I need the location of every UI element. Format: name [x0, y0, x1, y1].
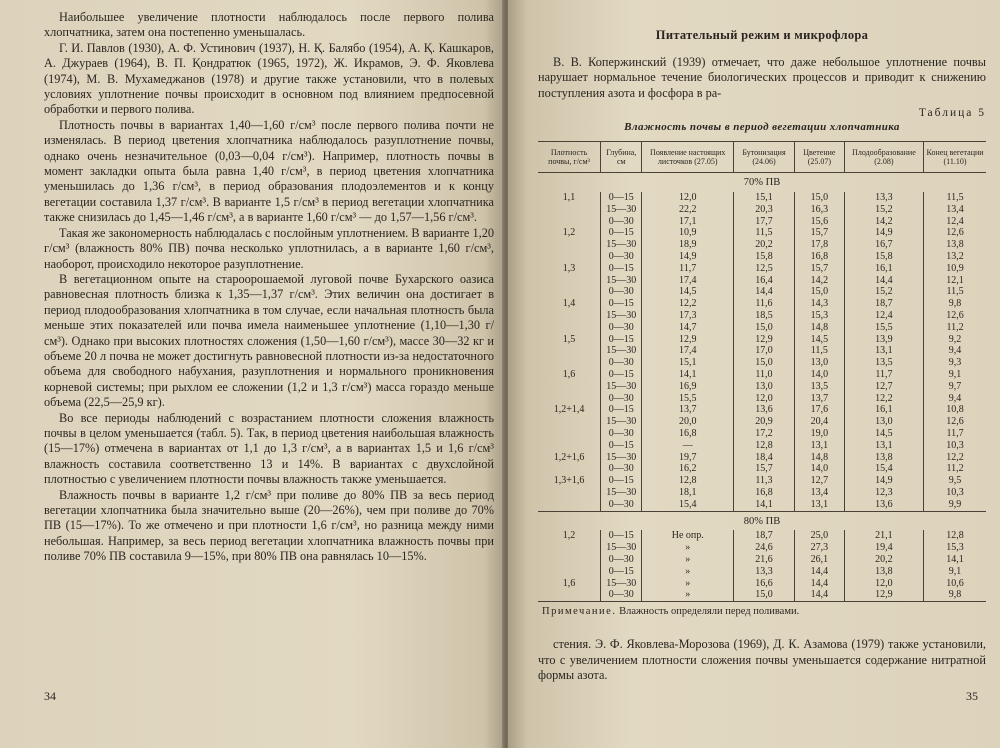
table-cell: 0—15: [601, 192, 642, 204]
table-cell: 15,0: [734, 322, 795, 334]
table-cell: 15—30: [601, 239, 642, 251]
table-cell: 13,8: [844, 566, 923, 578]
table-row: [538, 416, 986, 428]
table-cell: [538, 239, 601, 251]
table-cell: 11,6: [734, 298, 795, 310]
table-cell: 13,4: [794, 487, 844, 499]
table-cell: 14,3: [794, 298, 844, 310]
table-cell: 0—30: [601, 589, 642, 601]
table-cell: [538, 204, 601, 216]
table-cell: 15—30: [601, 416, 642, 428]
table-cell: 18,7: [734, 530, 795, 542]
table-cell: 9,1: [924, 566, 986, 578]
table-cell: 15—30: [601, 275, 642, 287]
table-title: Влажность почвы в период вегетации хлопчатника: [624, 121, 900, 134]
left-paragraph: Влажность почвы в варианте 1,2 г/см³ при поливе до 80% ПВ за весь период вегетации хлопчатника была значительно выше (20—26%), чем при поливе до 70% ПВ (15—17%). То же отмечено и при плотности 1,6 г/см³, но разница между ними небольшая. Например, за весь период вегетации хлопчатника влажность почвы при поливе 70% ПВ составила 9—15%, при 80% ПВ она равнялась 10—15%.: [44, 487, 494, 564]
table-cell: 16,1: [844, 404, 923, 416]
table-cell: 15,8: [844, 251, 923, 263]
table-cell: 17,0: [734, 345, 795, 357]
table-header-cell: Цветение (25.07): [794, 142, 844, 173]
table-cell: 0—30: [601, 251, 642, 263]
table-cell: 15,2: [844, 204, 923, 216]
table-cell: »: [642, 578, 734, 590]
table-cell: 0—15: [601, 530, 642, 542]
table-cell: 10,9: [642, 227, 734, 239]
intro-paragraph: В. В. Копержинский (1939) отмечает, что даже небольшое уплотнение почвы нарушает нормальное течение биологических процессов и приводит к снижению поступления азота и фосфора в ра-: [538, 55, 986, 100]
table-row: [538, 404, 986, 416]
table-cell: 15,5: [844, 322, 923, 334]
table-cell: 18,1: [642, 487, 734, 499]
table-row: [538, 251, 986, 263]
table-cell: 15,3: [794, 310, 844, 322]
table-cell: 17,4: [642, 275, 734, 287]
table-cell: 16,8: [642, 428, 734, 440]
table-cell: 15—30: [601, 310, 642, 322]
table-cell: 14,5: [844, 428, 923, 440]
table-cell: 14,5: [642, 286, 734, 298]
table-cell: 14,4: [794, 566, 844, 578]
table-cell: [538, 542, 601, 554]
table-cell: 21,6: [734, 554, 795, 566]
table-cell: 15—30: [601, 578, 642, 590]
table-cell: 15,0: [794, 192, 844, 204]
outro-paragraph: стения. Э. Ф. Яковлева-Морозова (1969), Д. К. Азамова (1979) также установили, что с увеличением плотности сложения почвы уменьшается содержание нитратной формы азота.: [538, 637, 986, 682]
table-cell: 15,3: [924, 542, 986, 554]
table-cell: 0—15: [601, 369, 642, 381]
table-cell: 15,5: [642, 393, 734, 405]
table-cell: 20,3: [734, 204, 795, 216]
table-row: [538, 369, 986, 381]
table-cell: 18,7: [844, 298, 923, 310]
table-cell: [538, 499, 601, 511]
table-cell: 14,2: [844, 216, 923, 228]
table-cell: 14,7: [642, 322, 734, 334]
table-row: [538, 393, 986, 405]
table-cell: 19,0: [794, 428, 844, 440]
table-row: [538, 227, 986, 239]
table-cell: —: [642, 440, 734, 452]
table-cell: 12,8: [734, 440, 795, 452]
table-header-cell: Плодообразование (2.08): [844, 142, 923, 173]
table-cell: 16,7: [844, 239, 923, 251]
table-cell: 12,9: [844, 589, 923, 601]
table-cell: 15,0: [794, 286, 844, 298]
table-cell: 15,0: [734, 357, 795, 369]
table-cell: 25,0: [794, 530, 844, 542]
table-row: [538, 554, 986, 566]
table-cell: 14,9: [844, 227, 923, 239]
table-cell: 16,8: [794, 251, 844, 263]
table-cell: 18,5: [734, 310, 795, 322]
table-cell: 1,4: [562, 298, 576, 310]
table-cell: »: [642, 542, 734, 554]
table-row: [538, 345, 986, 357]
table-cell: 20,2: [734, 239, 795, 251]
table-cell: 14,1: [734, 499, 795, 511]
table-cell: 12,7: [794, 475, 844, 487]
table-cell: [538, 322, 601, 334]
table-row: [538, 499, 986, 511]
table-header-cell: Конец вегетации (11.10): [924, 142, 986, 173]
table-cell: 12,4: [924, 216, 986, 228]
table-cell: 16,8: [734, 487, 795, 499]
table-cell: 12,8: [642, 475, 734, 487]
table-cell: 12,1: [924, 275, 986, 287]
table-cell: 0—15: [601, 475, 642, 487]
table-cell: 21,1: [844, 530, 923, 542]
table-cell: 14,9: [844, 475, 923, 487]
table-cell: 13,8: [924, 239, 986, 251]
right-page: [508, 0, 1000, 748]
table-cell: 9,4: [924, 345, 986, 357]
table-cell: 14,5: [794, 334, 844, 346]
table-cell: 10,6: [924, 578, 986, 590]
table-cell: [538, 251, 601, 263]
table-row: [538, 204, 986, 216]
table-cell: 12,2: [924, 452, 986, 464]
table-row: [538, 381, 986, 393]
table-cell: 0—15: [601, 263, 642, 275]
table-cell: [538, 554, 601, 566]
table-cell: 22,2: [642, 204, 734, 216]
table-row: [538, 322, 986, 334]
table-cell: 15—30: [601, 487, 642, 499]
table-cell: 13,0: [794, 357, 844, 369]
table-cell: 0—15: [601, 566, 642, 578]
table-cell: 1,2+1,4: [553, 404, 585, 416]
table-cell: 1,2: [562, 530, 576, 542]
table-cell: 0—15: [601, 298, 642, 310]
table-cell: 1,1: [562, 192, 576, 204]
table-cell: 0—15: [601, 334, 642, 346]
table-row: [538, 334, 986, 346]
table-cell: 20,2: [844, 554, 923, 566]
table-row: [538, 275, 986, 287]
table-cell: 11,5: [794, 345, 844, 357]
table-cell: [538, 357, 601, 369]
table-cell: 12,0: [642, 192, 734, 204]
table-row: [538, 357, 986, 369]
table-row: [538, 263, 986, 275]
table-cell: 17,6: [794, 404, 844, 416]
left-paragraph: В вегетационном опыте на староорошаемой луговой почве Бухарского оазиса равновесная плотность близка к 1,35—1,37 г/см³. Этих величин она достигает в период плодообразования хлопчатника в том случае, если начальная плотность была меньше этих показателей или почва имела наименьшее уплотнение (1,10—1,30 г/см³). Однако при высоких плотностях сложения (1,50—1,60 г/см³), массе 30—32 кг и объеме 20 л почва не может достигнуть равновесной плотности из-за недостаточного объема для свободного набухания, разуплотнения и нормального проникновения корневой системы; при рыхлом ее сложении (1,2 и 1,3 г/см³) масса гораздо меньше объема (22,5—25,9 кг).: [44, 271, 494, 410]
table-cell: 11,5: [924, 286, 986, 298]
table-cell: 15,2: [844, 286, 923, 298]
table-cell: 14,0: [794, 463, 844, 475]
table-cell: 14,1: [642, 369, 734, 381]
table-cell: 27,3: [794, 542, 844, 554]
table-cell: 14,4: [794, 578, 844, 590]
table-cell: 1,3: [562, 262, 576, 274]
table-cell: 12,7: [844, 381, 923, 393]
table-cell: 12,2: [642, 298, 734, 310]
table-cell: 11,0: [734, 369, 795, 381]
table-cell: 16,9: [642, 381, 734, 393]
table-cell: [538, 487, 601, 499]
table-cell: 0—30: [601, 322, 642, 334]
left-page-text: [44, 10, 494, 565]
table-cell: 20,4: [794, 416, 844, 428]
table-cell: »: [642, 589, 734, 601]
table-cell: 12,3: [844, 487, 923, 499]
table-cell: 10,3: [924, 487, 986, 499]
table-cell: 15—30: [601, 381, 642, 393]
left-paragraph: Г. И. Павлов (1930), А. Ф. Устинович (1937), Н. Қ. Балябо (1954), А. Қ. Кашкаров, А. Джураев (1964), В. П. Қондратюк (1965, 1972), Ж. Икрамов, Э. Ф. Яковлева (1974), М. В. Мухамеджанов (1978) и другие также установили, что в полевых условиях уплотнение почвы происходит в основном под влиянием предпосевной обработки и первого полива.: [44, 40, 494, 117]
table-cell: 9,1: [924, 369, 986, 381]
table-cell: 17,8: [794, 239, 844, 251]
table-cell: 13,0: [844, 416, 923, 428]
table-cell: 18,4: [734, 452, 795, 464]
table-cell: [538, 286, 601, 298]
table-row: [538, 286, 986, 298]
table-cell: 15—30: [601, 345, 642, 357]
table-cell: 1,6: [562, 368, 576, 380]
table-row: [538, 216, 986, 228]
table-cell: 26,1: [794, 554, 844, 566]
table-cell: 11,5: [924, 192, 986, 204]
table-cell: 17,4: [642, 345, 734, 357]
table-cell: 14,1: [924, 554, 986, 566]
table-cell: 14,4: [844, 275, 923, 287]
table-row: [538, 578, 986, 590]
table-cell: 0—30: [601, 554, 642, 566]
table-cell: 0—15: [601, 404, 642, 416]
table-cell: 11,7: [844, 369, 923, 381]
table-note: [542, 606, 986, 617]
table-row: [538, 530, 986, 542]
left-paragraph: Наибольшее увеличение плотности наблюдалось после первого полива хлопчатника, затем она постепенно уменьшалась.: [44, 10, 494, 40]
table-cell: 9,9: [924, 499, 986, 511]
table-cell: 12,6: [924, 310, 986, 322]
table-cell: 1,2: [562, 227, 576, 239]
section-title: Питательный режим и микрофлора: [655, 28, 869, 42]
table-cell: 10,3: [924, 440, 986, 452]
table-cell: 9,5: [924, 475, 986, 487]
table-cell: 11,5: [734, 227, 795, 239]
table-cell: 15,1: [642, 357, 734, 369]
table-cell: 14,8: [794, 322, 844, 334]
table-cell: 12,5: [734, 263, 795, 275]
table-cell: 13,7: [642, 404, 734, 416]
table-cell: 12,4: [844, 310, 923, 322]
table-cell: 9,8: [924, 298, 986, 310]
table-row: [538, 239, 986, 251]
page-number-right: 35: [966, 689, 978, 703]
table-cell: [538, 393, 601, 405]
table-cell: 13,7: [794, 393, 844, 405]
table-cell: 12,0: [844, 578, 923, 590]
table-cell: 0—30: [601, 499, 642, 511]
table-cell: [538, 463, 601, 475]
table-row: [538, 428, 986, 440]
table-row: [538, 440, 986, 452]
left-paragraph: Во все периоды наблюдений с возрастанием плотности сложения влажность почвы в целом уменьшается (табл. 5). Так, в период цветения наибольшая влажность (15—17%) отмечена в вариантах от 1,1 до 1,3 г/см³, а в вариантах 1,5 и 1,6 г/см³ влажность составила соответственно 13 и 14%. В вариантах с двухслойной плотностью с увеличением плотности почвы влажность также уменьшается.: [44, 410, 494, 487]
table-cell: 9,3: [924, 357, 986, 369]
table-cell: 13,4: [924, 204, 986, 216]
table-cell: 1,5: [562, 333, 576, 345]
table-cell: 24,6: [734, 542, 795, 554]
table-cell: 16,2: [642, 463, 734, 475]
table-cell: 13,5: [844, 357, 923, 369]
note-label: Примечание.: [542, 606, 617, 618]
table-cell: 13,3: [734, 566, 795, 578]
left-paragraph: Плотность почвы в вариантах 1,40—1,60 г/см³ после первого полива почти не изменялась. В период цветения хлопчатника наблюдалось разуплотнение почвы, однако очень незначительное (0,03—0,04 г/см³). Например, плотность почвы в момент закладки опыта была равна 1,40 г/см³, в период цветения хлопчатника уменьшилась до 1,36 г/см³, в период образования плодоэлементов и к концу вегетации составила 1,37 г/см³. В варианте 1,5 г/см³ в период вегетации хлопчатника также снизилась до 1,45—1,46 г/см³, а в варианте 1,60 г/см³ — до 1,57—1,56 г/см³.: [44, 117, 494, 225]
table-cell: 14,4: [794, 589, 844, 601]
table-cell: »: [642, 554, 734, 566]
table-row: [538, 566, 986, 578]
table-cell: 15—30: [601, 452, 642, 464]
table-row: [538, 298, 986, 310]
table-cell: 13,8: [844, 452, 923, 464]
table-cell: Не опр.: [642, 530, 734, 542]
table-cell: [538, 310, 601, 322]
table-cell: 13,5: [794, 381, 844, 393]
table-cell: 14,2: [794, 275, 844, 287]
table-row: [538, 475, 986, 487]
table-cell: 15,4: [844, 463, 923, 475]
table-cell: »: [642, 566, 734, 578]
table-cell: 10,8: [924, 404, 986, 416]
table-cell: [538, 216, 601, 228]
table-group-row: [538, 511, 986, 530]
table-cell: 12,0: [734, 393, 795, 405]
table-cell: 12,6: [924, 416, 986, 428]
table-cell: 11,2: [924, 322, 986, 334]
table-cell: 12,9: [734, 334, 795, 346]
table-cell: [538, 416, 601, 428]
table-cell: 16,1: [844, 263, 923, 275]
table-cell: 19,7: [642, 452, 734, 464]
table-cell: 9,2: [924, 334, 986, 346]
table-cell: 1,3+1,6: [553, 475, 585, 487]
table-cell: 0—15: [601, 440, 642, 452]
table-cell: 0—30: [601, 428, 642, 440]
table-cell: 16,6: [734, 578, 795, 590]
table-cell: 13,1: [844, 440, 923, 452]
table-cell: [538, 428, 601, 440]
table-cell: 15,7: [734, 463, 795, 475]
table-cell: 15,4: [642, 499, 734, 511]
table-header-cell: Плотность почвы, г/см³: [548, 148, 590, 167]
table-row: [538, 452, 986, 464]
table-row: [538, 192, 986, 204]
table-body: [538, 173, 986, 602]
table-cell: 13,0: [734, 381, 795, 393]
table-cell: [538, 381, 601, 393]
table-cell: 15,0: [734, 589, 795, 601]
table-cell: 9,7: [924, 381, 986, 393]
table-cell: 13,1: [794, 499, 844, 511]
table-row: [538, 463, 986, 475]
table-cell: 0—30: [601, 463, 642, 475]
table-cell: 10,9: [924, 263, 986, 275]
table-cell: 1,2+1,6: [553, 451, 585, 463]
table-cell: 9,8: [924, 589, 986, 601]
table-cell: [538, 566, 601, 578]
page-number-left: 34: [44, 689, 56, 703]
table-cell: 11,7: [924, 428, 986, 440]
table-cell: 12,2: [844, 393, 923, 405]
table-row: [538, 542, 986, 554]
table-cell: 0—30: [601, 357, 642, 369]
table-row: [538, 310, 986, 322]
table-cell: 17,1: [642, 216, 734, 228]
note-text: Влажность определяли перед поливами.: [619, 606, 800, 618]
table-group-row: [538, 173, 986, 192]
table-cell: 17,7: [734, 216, 795, 228]
table-cell: 12,6: [924, 227, 986, 239]
table-cell: 13,6: [844, 499, 923, 511]
table-cell: [538, 440, 601, 452]
table-cell: 11,3: [734, 475, 795, 487]
table-cell: 15—30: [601, 542, 642, 554]
table-cell: 13,3: [844, 192, 923, 204]
table-cell: 20,9: [734, 416, 795, 428]
moisture-table: [538, 141, 986, 602]
table-cell: 13,2: [924, 251, 986, 263]
table-cell: 15,1: [734, 192, 795, 204]
table-cell: 17,2: [734, 428, 795, 440]
table-cell: 0—30: [601, 393, 642, 405]
table-cell: 1,6: [562, 577, 576, 589]
table-cell: 16,4: [734, 275, 795, 287]
table-header-row: [538, 142, 986, 173]
table-cell: 11,2: [924, 463, 986, 475]
table-cell: 15,6: [794, 216, 844, 228]
table-cell: 13,1: [844, 345, 923, 357]
table-cell: 0—15: [601, 227, 642, 239]
table-cell: 15,7: [794, 263, 844, 275]
table-row: [538, 487, 986, 499]
table-cell: 15—30: [601, 204, 642, 216]
table-cell: 12,9: [642, 334, 734, 346]
table-cell: 14,4: [734, 286, 795, 298]
table-cell: 11,7: [642, 263, 734, 275]
table-cell: 18,9: [642, 239, 734, 251]
table-header-cell: Глубина, см: [601, 142, 642, 173]
table-cell: 9,4: [924, 393, 986, 405]
table-cell: 14,9: [642, 251, 734, 263]
table-header-cell: Появление настоящих листочков (27.05): [642, 142, 734, 173]
table-cell: 14,0: [794, 369, 844, 381]
table-cell: 0—30: [601, 216, 642, 228]
table-cell: 16,3: [794, 204, 844, 216]
table-cell: 14,8: [794, 452, 844, 464]
table-cell: 19,4: [844, 542, 923, 554]
table-group-label: 70% ПВ: [743, 177, 781, 189]
table-cell: 0—30: [601, 286, 642, 298]
table-cell: [538, 275, 601, 287]
table-cell: 13,1: [794, 440, 844, 452]
table-cell: 15,8: [734, 251, 795, 263]
table-cell: 17,3: [642, 310, 734, 322]
table-cell: 13,6: [734, 404, 795, 416]
table-cell: 13,9: [844, 334, 923, 346]
table-cell: [538, 589, 601, 601]
table-label: Таблица 5: [918, 107, 986, 120]
table-cell: 12,8: [924, 530, 986, 542]
table-header-cell: Бутонизация (24.06): [734, 142, 795, 173]
table-cell: 15,7: [794, 227, 844, 239]
table-row: [538, 589, 986, 601]
table-cell: 20,0: [642, 416, 734, 428]
table-cell: [538, 345, 601, 357]
table-group-label: 80% ПВ: [538, 511, 986, 530]
left-paragraph: Такая же закономерность наблюдалась с послойным уплотнением. В варианте 1,20 г/см³ (влажность 80% ПВ) почва несколько уплотнилась, а в варианте 1,60 г/см³, наоборот, происходило некоторое разуплотнение.: [44, 225, 494, 271]
